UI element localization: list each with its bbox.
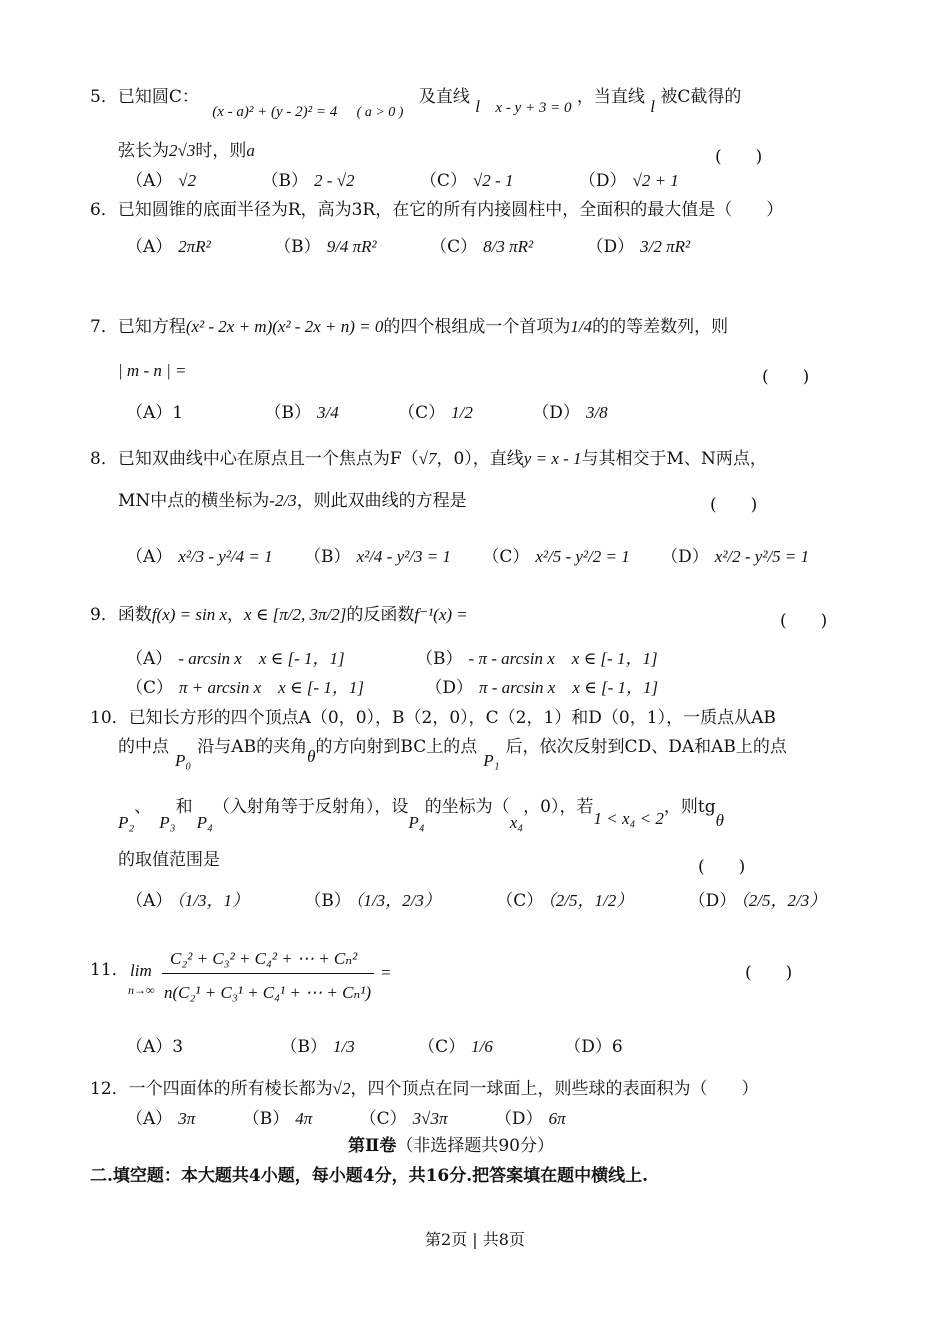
q5-answer-paren[interactable]: ( ): [715, 147, 763, 167]
q10-answer-paren[interactable]: ( ): [698, 857, 746, 877]
q8-answer-paren[interactable]: ( ): [710, 495, 758, 515]
q11-options: （A）3 （B） 1/3 （C） 1/6 （D）6: [126, 1037, 623, 1057]
q5-options: （A） √2 （B） 2 - √2 （C） √2 - 1 （D） √2 + 1: [126, 171, 679, 191]
q8-line1: 8．已知双曲线中心在原点且一个焦点为F（√7，0），直线y = x - 1与其相交于M、N两点，: [90, 449, 767, 469]
q10-options: （A） （1/3，1） （B） （1/3，2/3） （C） （2/5，1/2） （D） （2/5，2/3）: [126, 891, 827, 911]
q11-lim: lim: [130, 961, 152, 980]
q7-abs: | m - n | =: [118, 361, 187, 380]
q9-answer-paren[interactable]: ( ): [780, 611, 828, 631]
q11-number: 11．: [90, 960, 129, 980]
q7-line1: 7．已知方程(x² - 2x + m)(x² - 2x + n) = 0的四个根组成一个首项为1/4的的等差数列，则: [90, 317, 729, 337]
q9-line1: 9．函数f(x) = sin x，x ∈ [π/2, 3π/2]的反函数f⁻¹(x) =: [90, 605, 468, 625]
q6-stem: 6．已知圆锥的底面半径为R，高为3R，在它的所有内接圆柱中，全面积的最大值是（ ）: [90, 200, 784, 220]
q8-line2: MN中点的横坐标为-2/3，则此双曲线的方程是: [118, 491, 467, 511]
q5-line2: 弦长为2√3时，则a: [118, 141, 255, 161]
q9-options-1: （A） - arcsin x x ∈ [- 1，1] （B） - π - arcsin x x ∈ [- 1，1]: [126, 649, 658, 669]
section-instruction: 二.填空题：本大题共4小题，每小题4分，共16分.把答案填在题中横线上.: [90, 1166, 649, 1186]
q7-answer-paren[interactable]: ( ): [762, 367, 810, 387]
q11-fraction-bar: [162, 973, 374, 974]
q10-line1: 10．已知长方形的四个顶点A（0，0），B（2，0），C（2，1）和D（0，1），一质点从AB: [90, 708, 776, 728]
q6-options: （A） 2πR² （B） 9/4 πR² （C） 8/3 πR² （D） 3/2 πR²: [126, 237, 691, 257]
q11-answer-paren[interactable]: ( ): [745, 963, 793, 983]
q11-numerator: C₂² + C₃² + C₄² + ⋯ + Cₙ²: [170, 949, 358, 968]
q10-line3: P₂、P₃和P₄（入射角等于反射角），设P₄的坐标为（x₄，0），若1 < x₄ < 2，则tgθ: [118, 797, 724, 832]
q10-line2: 的中点P₀沿与AB的夹角θ的方向射到BC上的点P₁后，依次反射到CD、DA和AB上的点: [118, 737, 787, 770]
section-title: 第Ⅱ卷（非选择题共90分）: [348, 1136, 554, 1156]
q8-options: （A） x²/3 - y²/4 = 1 （B） x²/4 - y²/3 = 1 （C） x²/5 - y²/2 = 1 （D） x²/2 - y²/5 = 1: [126, 547, 810, 567]
q11-denominator: n(C₂¹ + C₃¹ + C₄¹ + ⋯ + Cₙ¹): [164, 983, 372, 1002]
q12-stem: 12．一个四面体的所有棱长都为√2，四个顶点在同一球面上，则些球的表面积为（ ）: [90, 1079, 759, 1099]
q11-lim-sub: n→∞: [128, 983, 155, 997]
q5-condition: ( a > 0 ): [356, 105, 404, 120]
page-footer: 第2页 | 共8页: [425, 1230, 525, 1249]
q11-equals: =: [380, 963, 392, 982]
q7-options: （A）1 （B） 3/4 （C） 1/2 （D） 3/8: [126, 403, 608, 423]
q12-options: （A） 3π （B） 4π （C） 3√3π （D） 6π: [126, 1109, 566, 1129]
q9-options-2: （C） π + arcsin x x ∈ [- 1，1] （D） π - arcsin x x ∈ [- 1，1]: [126, 678, 659, 698]
q5-line1: 5．已知圆C： (x - a)² + (y - 2)² = 4 $_{( a > 0 )}$ 及直线 l x - y + 3 = 0 ，当直线 l 被C截得的: [90, 87, 742, 120]
q5-circle-eq: (x - a)² + (y - 2)² = 4: [212, 104, 338, 120]
q10-line4: 的取值范围是: [118, 850, 220, 870]
